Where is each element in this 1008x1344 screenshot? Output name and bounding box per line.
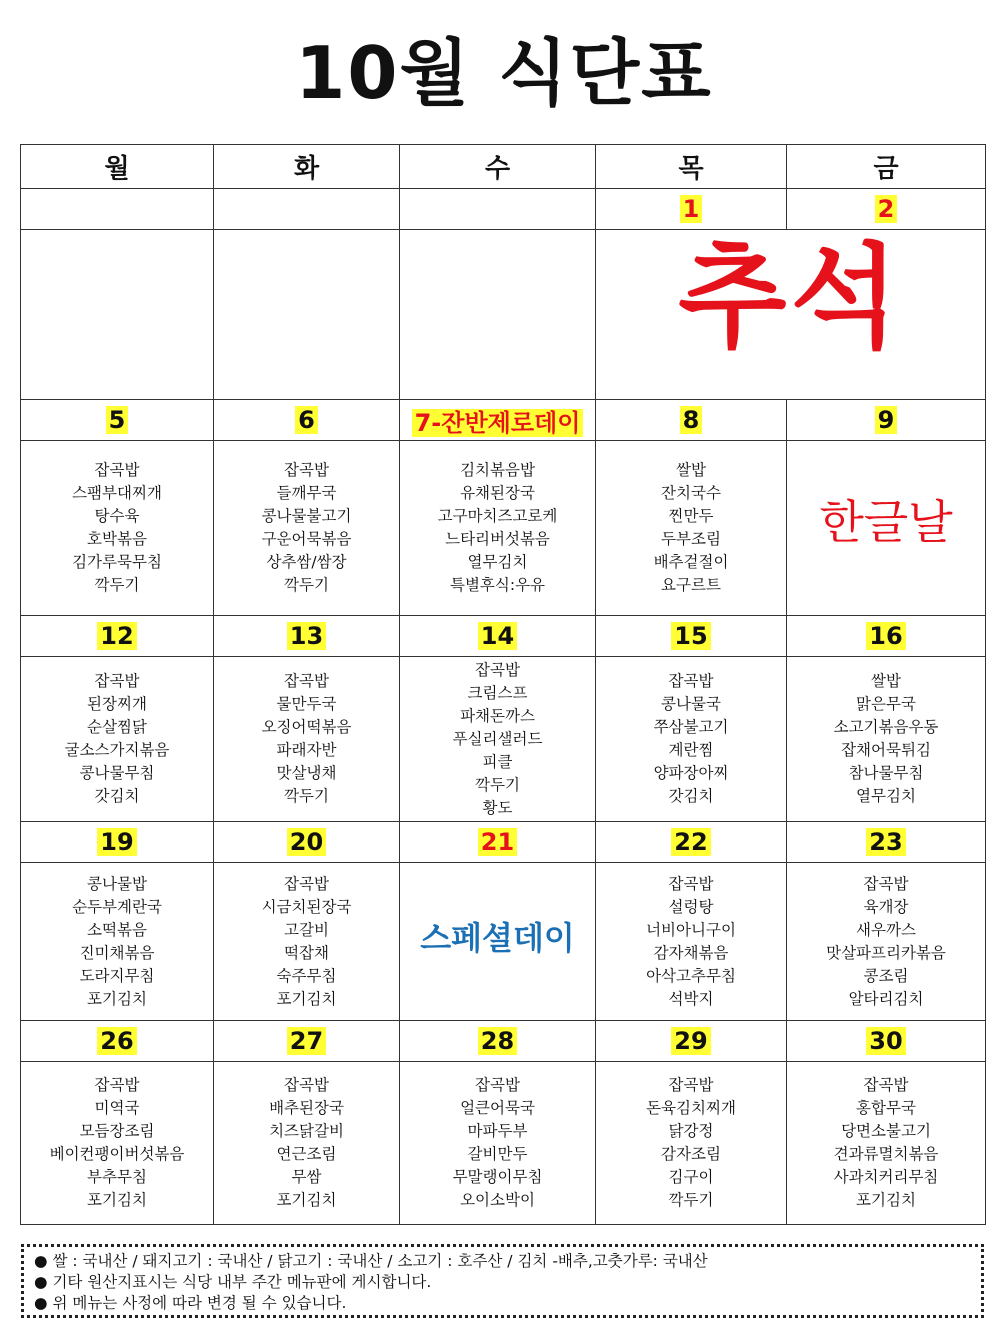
menu-item: 깍두기	[668, 1191, 714, 1209]
menu-item: 잡곡밥	[475, 660, 520, 679]
date-cell	[787, 400, 986, 441]
menu-item: 무쌈	[291, 1168, 322, 1186]
menu-item: 진미채볶음	[79, 943, 155, 962]
menu-row	[21, 657, 986, 822]
menu-item: 잡곡밥	[284, 1076, 329, 1094]
menu-item: 맑은무국	[856, 695, 916, 713]
menu-item: 육개장	[863, 897, 909, 916]
menu-item: 감자채볶음	[653, 943, 729, 962]
date-label: 16	[866, 622, 905, 650]
date-cell	[400, 189, 596, 230]
menu-item: 견과류멸치볶음	[833, 1145, 939, 1163]
menu-item: 깍두기	[94, 576, 140, 594]
date-label: 30	[866, 1027, 905, 1055]
date-cell	[596, 400, 787, 441]
date-label: 22	[671, 828, 710, 856]
menu-item: 미역국	[94, 1099, 140, 1117]
menu-item: 소떡볶음	[87, 920, 147, 939]
menu-item: 연근조림	[276, 1145, 337, 1163]
empty-cell	[400, 230, 596, 400]
menu-item: 포기김치	[276, 989, 337, 1008]
menu-item: 잡곡밥	[284, 672, 329, 690]
weekday-header: 화	[214, 145, 400, 189]
menu-item: 호박볶음	[87, 530, 147, 548]
menu-item: 계란찜	[668, 741, 714, 759]
menu-item: 잡곡밥	[475, 1076, 520, 1094]
menu-item: 잡곡밥	[94, 672, 140, 690]
menu-cell	[787, 657, 986, 822]
menu-item: 마파두부	[467, 1122, 528, 1140]
menu-cell	[400, 863, 596, 1021]
menu-item: 맛살파프리카볶음	[826, 943, 946, 962]
date-cell	[214, 1021, 400, 1062]
menu-item: 도라지무침	[79, 966, 155, 985]
menu-item: 잡곡밥	[94, 461, 140, 479]
menu-item: 구운어묵볶음	[261, 530, 352, 548]
date-cell	[596, 1021, 787, 1062]
menu-item: 잡채어묵튀김	[841, 741, 931, 759]
menu-item: 감자조림	[661, 1145, 721, 1163]
empty-cell	[214, 230, 400, 400]
menu-item: 요구르트	[661, 576, 721, 594]
page-title: 10월 식단표	[295, 31, 713, 115]
menu-item: 잔치국수	[661, 484, 721, 502]
menu-item: 열무김치	[856, 787, 916, 805]
date-cell	[596, 189, 787, 230]
date-cell	[214, 616, 400, 657]
menu-item: 파채돈까스	[460, 706, 535, 725]
weekday-header-row	[21, 145, 986, 189]
notes-box	[21, 1244, 984, 1318]
menu-item: 포기김치	[276, 1191, 337, 1209]
menu-item: 갓김치	[668, 787, 714, 805]
menu-item: 열무김치	[467, 553, 528, 571]
menu-item: 새우까스	[856, 920, 916, 939]
menu-item: 들깨무국	[276, 484, 337, 502]
menu-item: 돈육김치찌개	[646, 1099, 736, 1117]
menu-item: 깍두기	[475, 775, 520, 794]
menu-item: 잡곡밥	[863, 1076, 909, 1094]
menu-cell	[596, 657, 787, 822]
menu-row	[21, 1062, 986, 1225]
menu-item: 오징어떡볶음	[261, 718, 352, 736]
menu-cell	[214, 441, 400, 616]
date-row	[21, 189, 986, 230]
note-line: ● 쌀 : 국내산 / 돼지고기 : 국내산 / 닭고기 : 국내산 / 소고기 : 호주산 / 김치 -배추,고춧가루: 국내산	[34, 1252, 708, 1270]
menu-item: 잡곡밥	[668, 672, 714, 690]
menu-item: 잡곡밥	[284, 874, 329, 893]
menu-item: 사과치커리무침	[833, 1168, 939, 1186]
menu-item: 석박지	[668, 989, 714, 1008]
note-line: ● 위 메뉴는 사정에 따라 변경 될 수 있습니다.	[34, 1294, 347, 1312]
menu-item: 김구이	[668, 1168, 714, 1186]
menu-item: 배추된장국	[269, 1099, 344, 1117]
date-cell	[787, 822, 986, 863]
date-label: 27	[287, 1027, 326, 1055]
menu-item: 너비아니구이	[646, 920, 736, 939]
menu-cell	[596, 1062, 787, 1225]
menu-item: 피클	[482, 752, 513, 771]
weekday-header: 수	[400, 145, 596, 189]
menu-item: 홍합무국	[856, 1099, 916, 1117]
menu-item: 느타리버섯볶음	[445, 530, 550, 548]
date-cell	[21, 822, 214, 863]
date-row	[21, 616, 986, 657]
menu-item: 무말랭이무침	[452, 1168, 543, 1186]
menu-item: 설렁탕	[668, 897, 714, 916]
date-cell	[21, 189, 214, 230]
date-cell	[21, 400, 214, 441]
menu-item: 특별후식:우유	[449, 576, 546, 594]
date-label: 2	[875, 195, 898, 223]
date-label: 23	[866, 828, 905, 856]
date-cell	[21, 616, 214, 657]
menu-row	[21, 441, 986, 616]
meal-calendar	[20, 144, 986, 1225]
menu-cell	[214, 1062, 400, 1225]
menu-cell	[787, 1062, 986, 1225]
menu-item: 포기김치	[87, 989, 147, 1008]
date-label: 8	[680, 406, 703, 434]
menu-item: 부추무침	[87, 1168, 147, 1186]
menu-item: 콩나물불고기	[261, 507, 352, 525]
menu-cell	[596, 863, 787, 1021]
menu-item: 포기김치	[87, 1191, 147, 1209]
menu-item: 잡곡밥	[863, 874, 909, 893]
chuseok-label: 추석	[678, 232, 903, 363]
menu-item: 얼큰어묵국	[460, 1099, 535, 1117]
menu-item: 황도	[482, 798, 513, 817]
date-label: 21	[478, 828, 517, 856]
weekday-header: 월	[21, 145, 214, 189]
menu-item: 상추쌈/쌈장	[266, 553, 347, 571]
date-row	[21, 822, 986, 863]
menu-cell	[596, 441, 787, 616]
date-cell	[400, 1021, 596, 1062]
menu-item: 모듬장조림	[79, 1122, 155, 1140]
menu-item: 시금치된장국	[261, 897, 352, 916]
menu-item: 김가루묵무침	[72, 553, 162, 571]
menu-item: 콩나물국	[661, 695, 721, 713]
menu-item: 김치볶음밥	[460, 461, 535, 479]
menu-item: 쌀밥	[871, 672, 901, 690]
date-label: 26	[97, 1027, 136, 1055]
date-row	[21, 400, 986, 441]
menu-item: 쌀밥	[676, 461, 706, 479]
menu-item: 잡곡밥	[668, 1076, 714, 1094]
menu-item: 베이컨팽이버섯볶음	[49, 1145, 185, 1163]
menu-item: 닭강정	[668, 1122, 714, 1140]
menu-row	[21, 230, 986, 400]
menu-item: 푸실리샐러드	[452, 729, 543, 748]
date-cell	[400, 616, 596, 657]
menu-item: 알타리김치	[848, 989, 924, 1008]
menu-row	[21, 863, 986, 1021]
menu-item: 배추겉절이	[653, 553, 729, 571]
date-row	[21, 1021, 986, 1062]
date-label: 15	[671, 622, 710, 650]
special-day-label: 스페셜데이	[420, 919, 575, 957]
date-cell	[787, 616, 986, 657]
menu-item: 물만두국	[276, 695, 337, 713]
holiday-cell	[596, 230, 986, 400]
date-label: 5	[106, 406, 129, 434]
date-label: 14	[478, 622, 517, 650]
menu-item: 탕수육	[94, 507, 140, 525]
menu-item: 당면소불고기	[841, 1122, 931, 1140]
menu-item: 콩조림	[863, 966, 909, 985]
note-line: ● 기타 원산지표시는 식당 내부 주간 메뉴판에 게시합니다.	[34, 1273, 432, 1291]
menu-cell	[400, 1062, 596, 1225]
menu-item: 콩나물무침	[79, 764, 155, 782]
menu-cell	[787, 863, 986, 1021]
menu-item: 된장찌개	[87, 695, 147, 713]
empty-cell	[21, 230, 214, 400]
hangul-day-label: 한글날	[819, 495, 953, 549]
menu-item: 순살찜닭	[87, 718, 147, 736]
date-label: 6	[295, 406, 318, 434]
date-cell	[787, 189, 986, 230]
weekday-header: 금	[787, 145, 986, 189]
menu-item: 숙주무침	[276, 966, 337, 985]
menu-item: 쭈삼불고기	[653, 718, 729, 736]
menu-item: 굴소스가지볶음	[64, 741, 170, 759]
menu-item: 잡곡밥	[94, 1076, 140, 1094]
menu-item: 깍두기	[284, 787, 329, 805]
menu-item: 스팸부대찌개	[72, 484, 162, 502]
date-cell	[400, 400, 596, 441]
date-label: 13	[287, 622, 326, 650]
menu-item: 잡곡밥	[284, 461, 329, 479]
date-label: 28	[478, 1027, 517, 1055]
date-label: 9	[875, 406, 898, 434]
weekday-header: 목	[596, 145, 787, 189]
menu-item: 크림스프	[467, 683, 528, 702]
menu-item: 유채된장국	[460, 484, 535, 502]
date-cell	[214, 400, 400, 441]
date-label: 29	[671, 1027, 710, 1055]
date-label: 19	[97, 828, 136, 856]
menu-item: 찐만두	[668, 507, 714, 525]
menu-cell	[214, 657, 400, 822]
menu-item: 양파장아찌	[653, 764, 729, 782]
menu-cell	[400, 441, 596, 616]
menu-cell	[787, 441, 986, 616]
menu-cell	[400, 657, 596, 822]
menu-item: 깍두기	[284, 576, 329, 594]
menu-item: 갈비만두	[467, 1145, 528, 1163]
date-label: 12	[97, 622, 136, 650]
menu-item: 잡곡밥	[668, 874, 714, 893]
menu-item: 참나물무침	[848, 764, 924, 782]
menu-cell	[21, 1062, 214, 1225]
menu-cell	[214, 863, 400, 1021]
date-cell	[787, 1021, 986, 1062]
menu-item: 소고기볶음우동	[833, 718, 939, 736]
menu-item: 아삭고추무침	[646, 966, 736, 985]
date-cell	[214, 189, 400, 230]
menu-item: 치즈닭갈비	[269, 1122, 344, 1140]
date-cell	[214, 822, 400, 863]
date-label: 20	[287, 828, 326, 856]
date-cell	[596, 822, 787, 863]
date-cell	[400, 822, 596, 863]
menu-item: 고갈비	[284, 920, 329, 939]
menu-item: 두부조림	[661, 530, 721, 548]
menu-item: 오이소박이	[460, 1191, 535, 1209]
menu-cell	[21, 657, 214, 822]
date-label: 7-잔반제로데이	[412, 409, 584, 437]
menu-cell	[21, 441, 214, 616]
menu-item: 포기김치	[856, 1191, 916, 1209]
menu-cell	[21, 863, 214, 1021]
date-label: 1	[680, 195, 703, 223]
menu-item: 떡잡채	[284, 943, 329, 962]
menu-item: 콩나물밥	[87, 874, 147, 893]
date-cell	[596, 616, 787, 657]
menu-item: 순두부계란국	[72, 897, 162, 916]
menu-item: 고구마치즈고로케	[437, 507, 558, 525]
date-cell	[21, 1021, 214, 1062]
menu-item: 파래자반	[276, 741, 337, 759]
menu-item: 맛살냉채	[276, 764, 337, 782]
menu-item: 갓김치	[94, 787, 140, 805]
